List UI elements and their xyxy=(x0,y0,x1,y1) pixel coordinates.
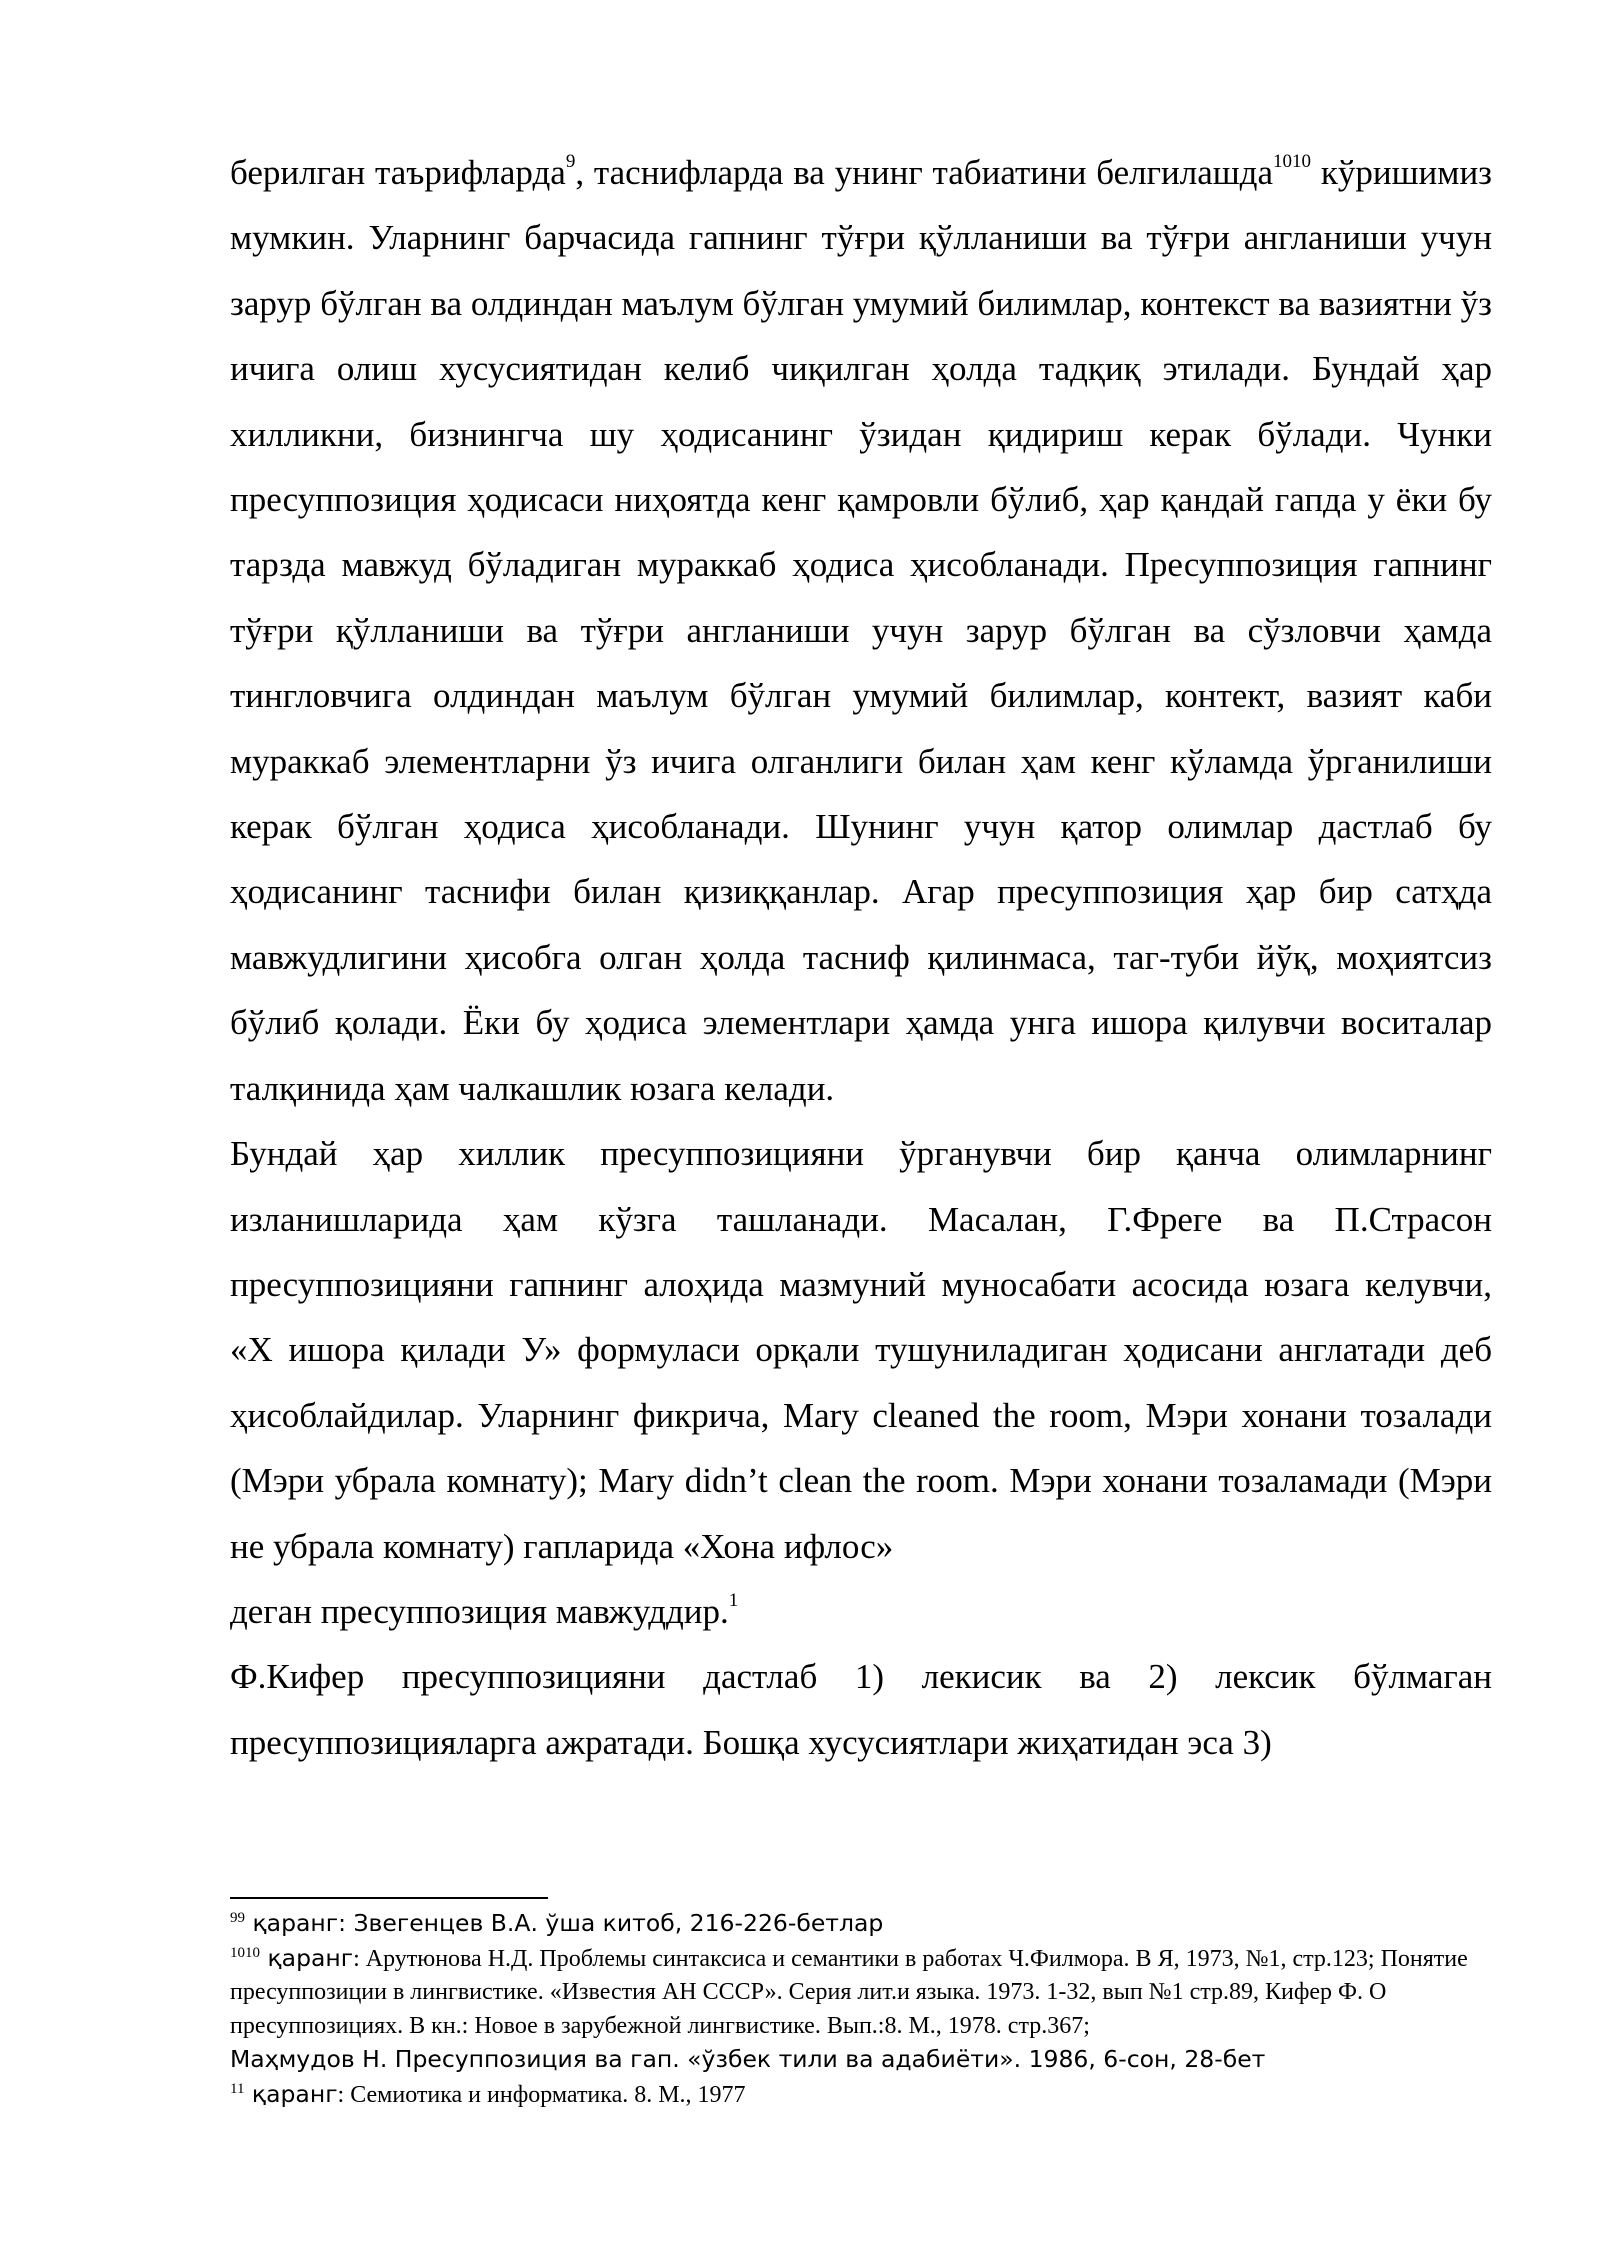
footnote-1010-tail: Маҳмудов Н. Пресуппозиция ва гап. «ўзбек тили ва адабиёти». 1986, 6-сон, 28-бет xyxy=(230,2045,1266,2073)
paragraph-2 xyxy=(230,1121,1492,1644)
footnote-ref-1: 1 xyxy=(728,1589,739,1611)
footnote-11 xyxy=(230,2078,1492,2113)
paragraph-2-text-b: деган пресуппозиция мавжуддир. xyxy=(230,1591,729,1631)
paragraph-3 xyxy=(230,1644,1492,1775)
footnote-ref-9: 9 xyxy=(565,151,576,172)
paragraph-3-text: Ф.Кифер пресуппозицияни дастлаб 1) лекисик ва 2) лексик бўлмаган пресуппозицияларга ажратади. Бошқа хусусиятлари жиҳатидан эса 3) xyxy=(230,1657,1492,1762)
footnote-1010-text: : Арутюнова Н.Д. Проблемы синтаксиса и семантики в работах Ч.Филмора. В Я, 1973, №1, стр.123; Понятие пресуппозиции в лингвистике. «Известия АН СССР». Серия лит.и языка. 1973. 1-32, вып №1 стр.89, Кифер Ф. О пресуппозициях. В кн.: Новое в зарубежной лингвистике. Вып.:8. М., 1978. стр.367; xyxy=(230,1945,1468,2039)
footnote-1010 xyxy=(230,1942,1492,2078)
paragraph-1-text-b: , таснифларда ва унинг табиатини белгилашда xyxy=(575,153,1274,192)
paragraph-1 xyxy=(230,140,1492,1121)
body-text xyxy=(230,140,1492,1775)
footnote-1010-lead: қаранг xyxy=(260,1943,354,1972)
footnote-11-lead: қаранг xyxy=(244,2079,338,2108)
paragraph-1-text-c: кўришимиз мумкин. Уларнинг барчасида гапнинг тўғри қўлланиши ва тўғри англаниши учун зарур бўлган ва олдиндан маълум бўлган умумий билимлар, контекст ва вазиятни ўз ичига олиш хусусиятидан келиб чиқилган ҳолда тадқиқ этилади. Бундай ҳар хилликни, бизнингча шу ҳодисанинг ўзидан қидириш керак бўлади. Чунки пресуппозиция ҳодисаси ниҳоятда кенг қамровли бўлиб, ҳар қандай гапда у ёки бу тарзда мавжуд бўладиган мураккаб ҳодиса ҳисобланади. Пресуппозиция гапнинг тўғри қўлланиши ва тўғри англаниши учун зарур бўлган ва сўзловчи ҳамда тингловчига олдиндан маълум бўлган умумий билимлар, контект, вазият каби мураккаб элементларни ўз ичига олганлиги билан ҳам кенг кўламда ўрганилиши керак бўлган ҳодиса ҳисобланади. Шунинг учун қатор олимлар дастлаб бу ҳодисанинг таснифи билан қизиққанлар. Агар пресуппозиция ҳар бир сатҳда мавжудлигини ҳисобга олган ҳолда тасниф қилинмаса, таг-туби йўқ, моҳиятсиз бўлиб қолади. Ёки бу ҳодиса элементлари ҳамда унга ишора қилувчи воситалар талқинида ҳам чалкашлик юзага келади. xyxy=(230,153,1492,1108)
footnote-mark-99: 99 xyxy=(230,1910,245,1926)
footnote-separator xyxy=(230,1897,548,1899)
footnote-99-text: қаранг: Звегенцев В.А. ўша китоб, 216-226-бетлар xyxy=(245,1909,884,1937)
footnote-ref-1010: 1010 xyxy=(1273,151,1312,172)
paragraph-2-text-a: Бундай ҳар хиллик пресуппозицияни ўрганувчи бир қанча олимларнинг изланишларида ҳам кўзга ташланади. Масалан, Г.Фреге ва П.Страсон пресуппозицияни гапнинг алоҳида мазмуний муносабати асосида юзага келувчи, «Х ишора қилади У» формуласи орқали тушуниладиган ҳодисани англатади деб ҳисоблайдилар. Уларнинг фикрича, Mary cleaned the room, Мэри хонани тозалади (Мэри убрала комнату); Mary didn’t clean the room. Мэри хонани тозаламади (Мэри не убрала комнату) гапларида «Хона ифлос» xyxy=(230,1134,1492,1566)
footnote-mark-1010: 1010 xyxy=(230,1944,260,1961)
paragraph-1-text-a: берилган таърифларда xyxy=(230,153,566,192)
footnote-11-text: : Семиотика и информатика. 8. М., 1977 xyxy=(337,2081,746,2108)
footnotes xyxy=(230,1907,1492,2112)
footnote-99 xyxy=(230,1907,1492,1942)
footnote-mark-11: 11 xyxy=(230,2080,245,2097)
